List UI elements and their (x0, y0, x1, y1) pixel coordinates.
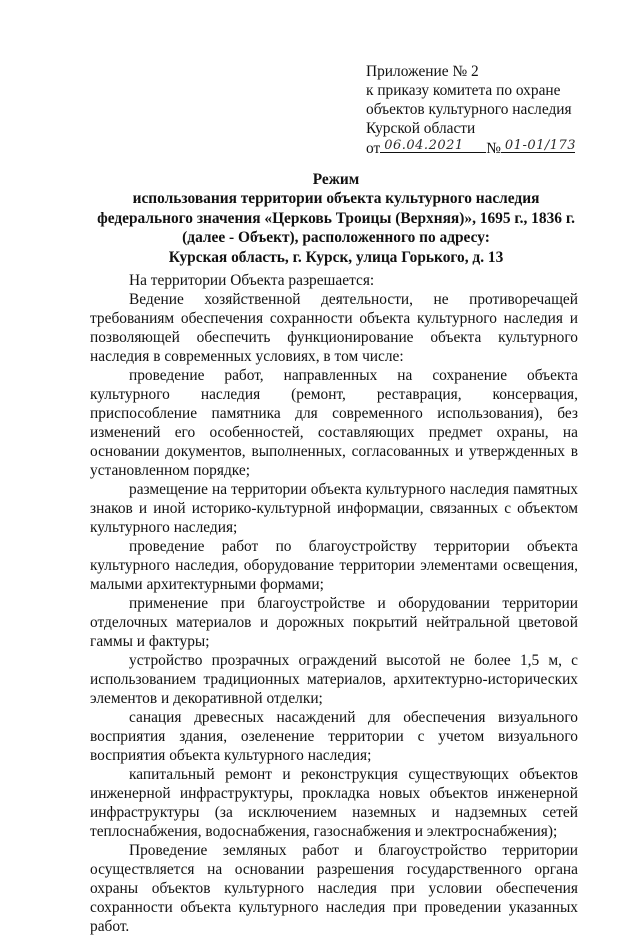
date-prefix: от (366, 140, 381, 157)
appendix-region-line: Курской области (366, 120, 476, 137)
title-line-2: использования территории объекта культурного наследия (132, 190, 540, 208)
title-line-5: Курская область, г. Курск, улица Горького, д. 13 (168, 248, 504, 266)
paragraph-preservation-works: проведение работ, направленных на сохранение объекта культурного наследия (ремонт, реставрация, консервация, приспособление памятника для современного использования), без изменений его особенностей, составляющих предмет охраны, на основании документов, выполненных, согласованных и утвержденных в установленном порядке; (90, 367, 578, 479)
paragraph-economic-activity: Ведение хозяйственной деятельности, не противоречащей требованиям обеспечения сохранности объекта культурного наследия и позволяющей обеспечить функционирование объекта культурного наследия в современных условиях, в том числе: (90, 291, 578, 365)
paragraph-finishing-materials: применение при благоустройстве и оборудовании территории отделочных материалов и дорожных покрытий нейтральной цветовой гаммы и фактуры; (90, 595, 578, 650)
paragraph-earthworks: Проведение земляных работ и благоустройство территории осуществляется на основании разрешения государственного органа охраны объектов культурного наследия при условии обеспечения сохранности объекта культурного наследия при проведении указанных работ. (90, 842, 578, 935)
number-field (501, 138, 575, 153)
document-title (86, 170, 586, 267)
number-prefix: № (486, 140, 501, 157)
handwritten-date: 06.04.2021 (384, 138, 464, 153)
appendix-committee-line: объектов культурного наследия (366, 101, 572, 118)
paragraph-memorial-signs: размещение на территории объекта культурного наследия памятных знаков и иной историко-культурной информации, связанных с объектом культурного наследия; (90, 481, 578, 536)
paragraph-landscaping: проведение работ по благоустройству территории объекта культурного наследия, оборудование территории элементами освещения, малыми архитектурными формами; (90, 538, 578, 593)
appendix-order-line: к приказу комитета по охране (366, 82, 561, 99)
handwritten-number: 01-01/173 (504, 138, 577, 153)
appendix-header (366, 62, 616, 158)
document-body (90, 271, 578, 936)
title-line-1: Режим (312, 171, 360, 188)
paragraph-fences: устройство прозрачных ограждений высотой не более 1,5 м, с использованием традиционных материалов, архитектурно-исторических элементов и декоративной отделки; (90, 652, 578, 707)
appendix-date-number-line (366, 138, 616, 158)
date-field (380, 138, 486, 153)
title-line-3: федерального значения «Церковь Троицы (Верхняя)», 1695 г., 1836 г. (97, 209, 575, 227)
appendix-number: Приложение № 2 (366, 63, 479, 80)
paragraph-intro: На территории Объекта разрешается: (129, 272, 375, 289)
title-line-4: (далее - Объект), расположенного по адресу: (182, 229, 490, 247)
paragraph-infrastructure: капитальный ремонт и реконструкция существующих объектов инженерной инфраструктуры, прокладка новых объектов инженерной инфраструктуры (за исключением наземных и надземных сетей теплоснабжения, водоснабжения, газоснабжения и электроснабжения); (90, 766, 578, 840)
paragraph-tree-sanitation: санация древесных насаждений для обеспечения визуального восприятия здания, озеленение территории с учетом визуального восприятия объекта культурного наследия; (90, 709, 578, 764)
